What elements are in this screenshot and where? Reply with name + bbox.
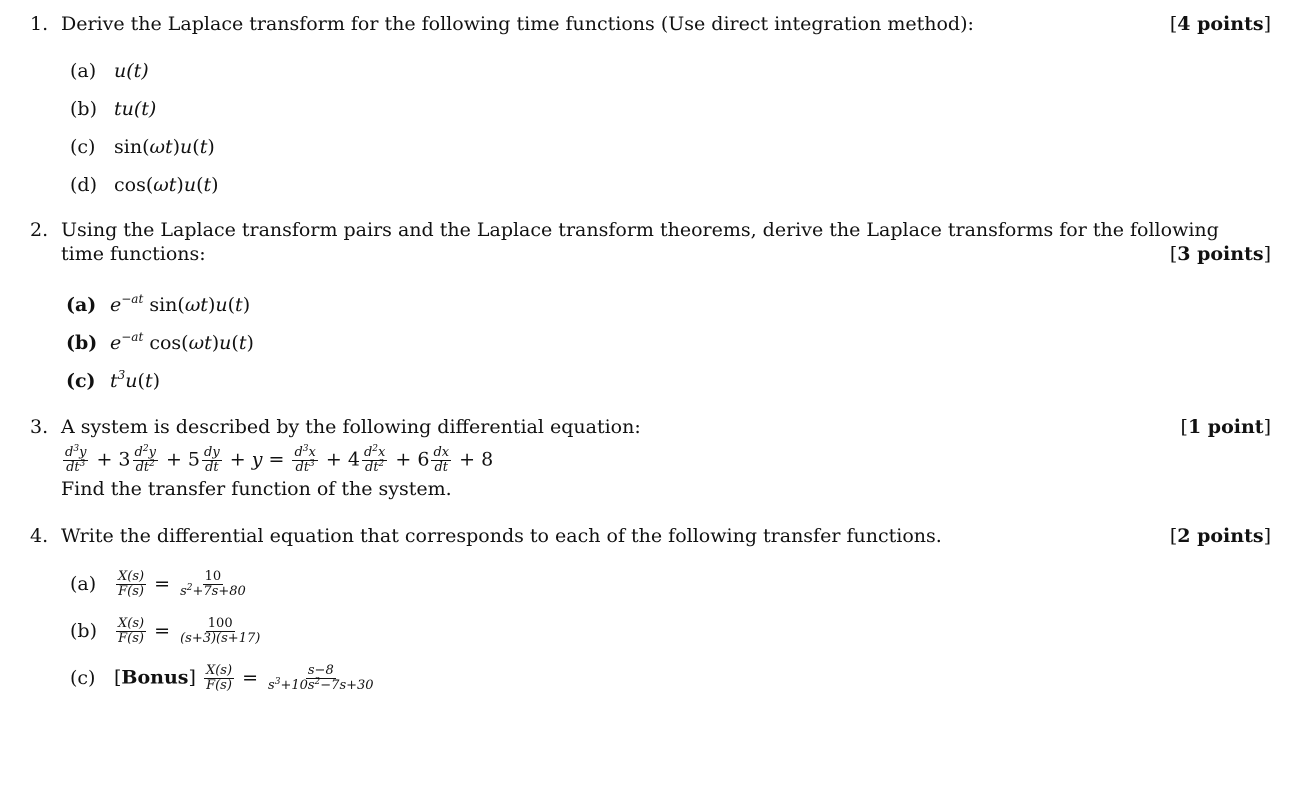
math-expression: $t^3u(t)$	[110, 368, 161, 392]
question-number: 2.	[30, 219, 49, 241]
question-1	[30, 13, 1271, 37]
points-label: [3 points]	[1169, 243, 1271, 265]
math-expression: sin(ωt)u(t)	[114, 136, 215, 158]
find-instruction: Find the transfer function of the system.	[61, 478, 452, 500]
q4-item-b: (b) $\frac{X(s)}{F(s)}$ = $\frac{100}{(s+3)(s+17)}$	[70, 617, 264, 646]
question-text-line-1: Using the Laplace transform pairs and the Laplace transform theorems, derive the Laplace transforms for the following	[61, 219, 1219, 241]
question-2	[30, 219, 1271, 267]
points-label: [4 points]	[1169, 13, 1271, 35]
question-number: 1.	[30, 13, 49, 35]
question-number: 4.	[30, 525, 49, 547]
points-label: [2 points]	[1169, 525, 1271, 547]
question-text: Write the differential equation that corresponds to each of the following transfer functions.	[61, 525, 942, 547]
q2-item-c: (c) $t^3u(t)$	[66, 368, 161, 392]
math-expression: $e^{-at}$ sin(ωt)u(t)	[110, 292, 251, 316]
math-expression: cos(ωt)u(t)	[114, 174, 219, 196]
q2-item-b: (b) $e^{-at}$ cos(ωt)u(t)	[66, 330, 254, 354]
q1-item-b: (b) tu(t)	[70, 98, 157, 120]
q2-item-a: (a) $e^{-at}$ sin(ωt)u(t)	[66, 292, 251, 316]
transfer-function: $\frac{X(s)}{F(s)}$ = $\frac{100}{(s+3)(s+17)}$	[118, 616, 261, 646]
question-text-line-2: time functions:	[61, 243, 206, 265]
differential-equation: $\frac{d^3y}{dt^3}$ + 3 $\frac{d^2y}{dt^2}$ + 5 $\frac{dy}{dt}$ + y = $\frac{d^3x}{dt^3}$ + 4 $\frac{d^2x}{dt^2}$ + 6 $\frac{dx}{dt}$ + 8	[65, 444, 494, 475]
question-text: Derive the Laplace transform for the following time functions (Use direct integration method):	[61, 13, 974, 35]
question-text: A system is described by the following differential equation:	[61, 416, 641, 438]
question-4	[30, 525, 1271, 549]
transfer-function: $\frac{X(s)}{F(s)}$ = $\frac{s-8}{s^3+10s^2-7s+30}$	[205, 663, 374, 693]
math-expression: $e^{-at}$ cos(ωt)u(t)	[110, 330, 254, 354]
q1-item-d: (d) cos(ωt)u(t)	[70, 174, 219, 196]
bonus-tag: [Bonus]	[114, 666, 196, 689]
q4-item-a: (a) $\frac{X(s)}{F(s)}$ = $\frac{10}{s^2+7s+80}$	[70, 570, 250, 599]
question-3	[30, 416, 1271, 440]
q1-item-a: (a) u(t)	[70, 60, 149, 82]
math-expression: u(t)	[114, 60, 149, 82]
math-expression: tu(t)	[114, 98, 157, 120]
q1-item-c: (c) sin(ωt)u(t)	[70, 136, 215, 158]
points-label: [1 point]	[1180, 416, 1271, 438]
transfer-function: $\frac{X(s)}{F(s)}$ = $\frac{10}{s^2+7s+80}$	[118, 569, 246, 599]
question-number: 3.	[30, 416, 49, 438]
q4-item-c: (c) [Bonus] $\frac{X(s)}{F(s)}$ = $\frac{s-8}{s^3+10s^2-7s+30}$	[70, 664, 378, 693]
